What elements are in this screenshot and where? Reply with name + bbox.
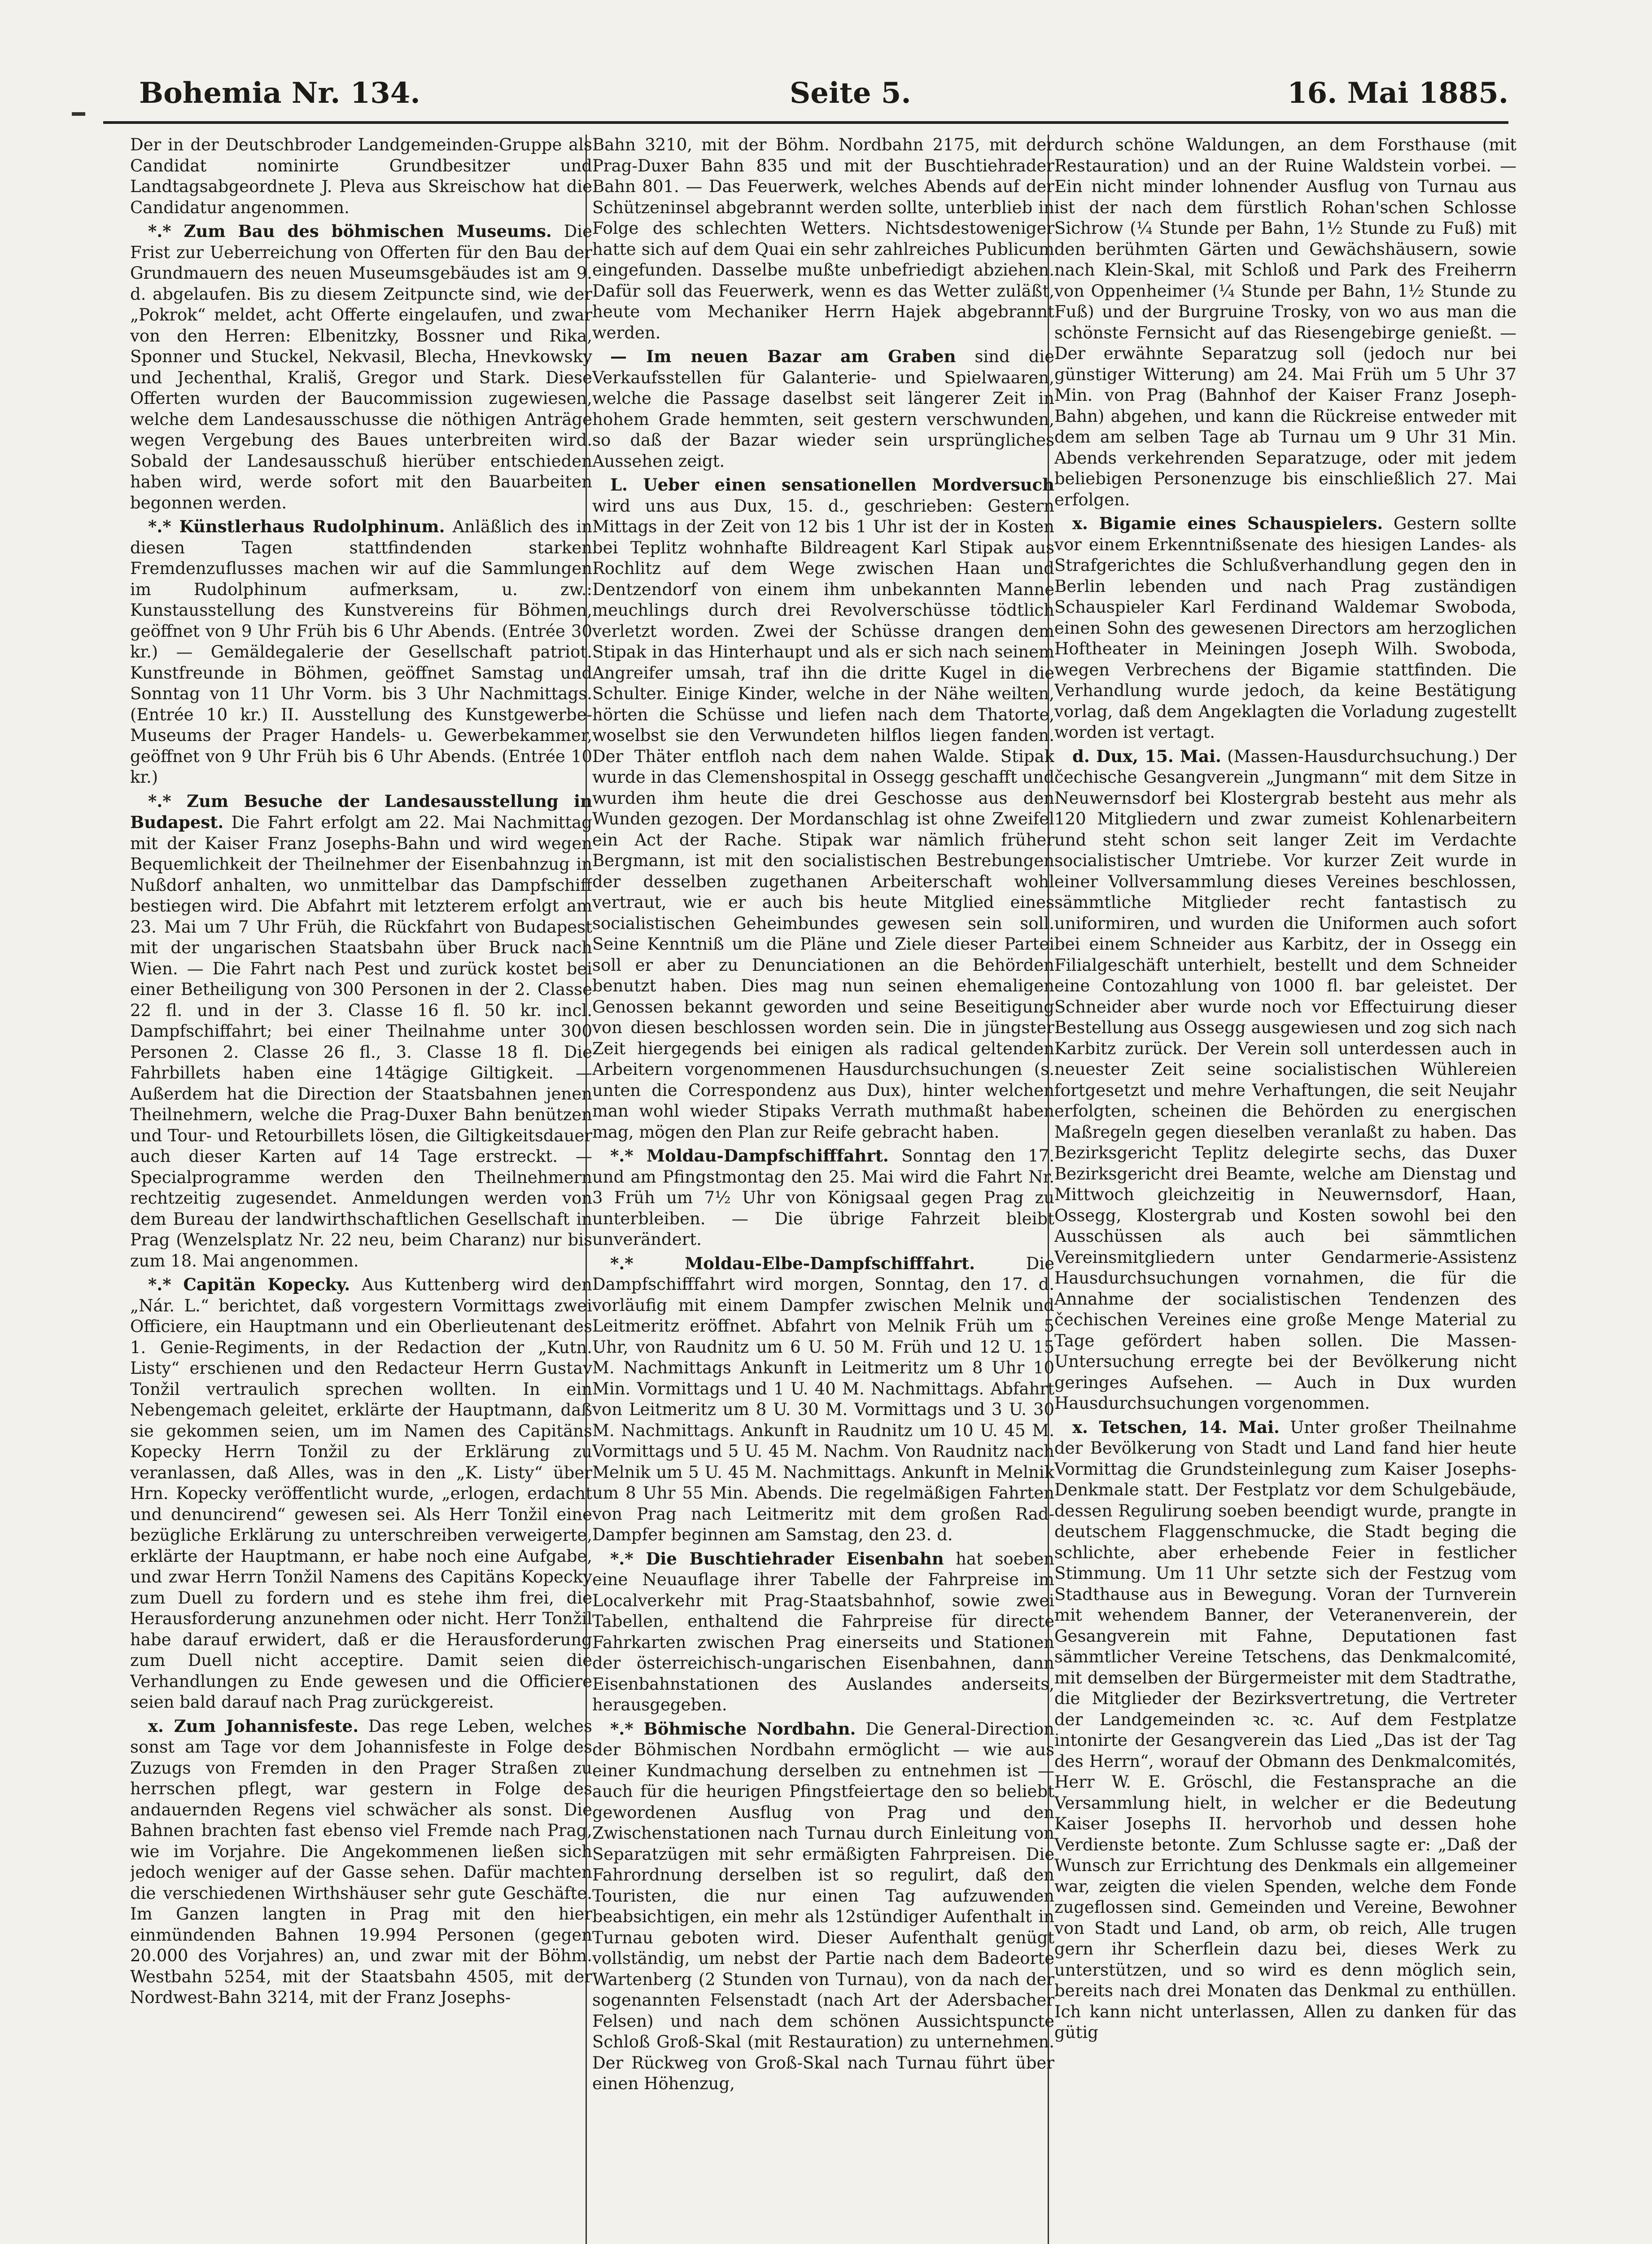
article-text: Unter großer Theilnahme der Bevölkerung von Stadt und Land fand hier heute Vormittag die Grundsteinlegung zum Kaiser Josephs-Denkmale statt. Der Festplatz vor dem Schulgebäude, dessen Regulirung soeben beendigt wurde, prangte in deutschem Flaggenschmucke, die Stadt beging die schlichte, aber erhebende Feier in festlicher Stimmung. Um 11 Uhr setzte sich der Festzug vom Stadthause aus in Bewegung. Voran der Turnverein mit wehendem Banner, der Veteranenverein, der Gesangverein mit Fahne, Deputationen fast sämmtlicher Vereine Tetschens, das Denkmalcomité, mit demselben der Bürgermeister mit dem Stadtrathe, die Mitglieder der Bezirksvertretung, die Vertreter der Landgemeinden ꝛc. ꝛc. Auf dem Festplatze intonirte der Gesangverein das Lied „Das ist der Tag des Herrn“, worauf der Obmann des Denkmalcomités, Herr W. E. Gröschl, die Festansprache an die Versammlung hielt, in welcher er die Bedeutung Kaiser Josephs II. hervorhob und dessen hohe Verdienste betonte. Zum Schlusse sagte er: „Daß der Wunsch zur Errichtung des Denkmals ein allgemeiner war, zeigten die vielen Spenden, welche dem Fonde zugeflossen sind. Gemeinden und Vereine, Bewohner von Stadt und Land, ob arm, ob reich, Alle trugen gern ihr Scherflein dazu bei, dieses Werk zu unterstützen, und so wird es denn möglich sein, bereits nach drei Monaten das Denkmal zu enthüllen. Ich kann nicht unterlassen, Allen zu danken für das gütig: [1054, 1417, 1517, 2042]
article-heading: L. Ueber einen sensationellen Mordversuch: [610, 475, 1054, 495]
article-text: sind die Verkaufsstellen für Galanterie- und Spielwaaren, welche die Passage daselbst seit längerer Zeit in hohem Grade hemmten, seit gestern verschwunden, so daß der Bazar wieder sein ursprüngliches Aussehen zeigt.: [592, 347, 1054, 471]
article-text: Anläßlich des in diesen Tagen stattfindenden starken Fremdenzuflusses machen wir auf die Sammlungen im Rudolphinum aufmerksam, u. zw.: Kunstausstellung des Kunstvereins für Böhmen, geöffnet von 9 Uhr Früh bis 6 Uhr Abends. (Entrée 30 kr.) — Gemäldegalerie der Gesellschaft patriot. Kunstfreunde in Böhmen, geöffnet Samstag und Sonntag von 11 Uhr Vorm. bis 3 Uhr Nachmittags. (Entrée 10 kr.) II. Ausstellung des Kunstgewerbe-Museums der Prager Handels- u. Gewerbekammer, geöffnet von 9 Uhr Früh bis 6 Uhr Abends. (Entrée 10 kr.): [130, 517, 592, 787]
article: [1054, 1417, 1517, 2043]
article-heading: *.* Künstlerhaus Rudolphinum.: [148, 517, 445, 536]
article-heading: *.* Böhmische Nordbahn.: [610, 1718, 856, 1739]
article: [592, 346, 1054, 472]
article-heading: d. Dux, 15. Mai.: [1072, 746, 1221, 766]
header-rule: [103, 121, 1508, 124]
article-text: Die Dampfschifffahrt wird morgen, Sonntag, den 17. d. vorläufig mit einem Dampfer zwischen Melnik und Leitmeritz eröffnet. Abfahrt von Melnik Früh um 5 Uhr, von Raudnitz um 6 U. 50 M. Früh und 12 U. 15 M. Nachmittags Ankunft in Leitmeritz um 8 Uhr 10 Min. Vormittags und 1 U. 40 M. Nachmittags. Abfahrt von Leitmeritz um 8 U. 30 M. Vormittags und 3 U. 30 M. Nachmittags. Ankunft in Raudnitz um 10 U. 45 M. Vormittags und 5 U. 45 M. Nachm. Von Raudnitz nach Melnik um 5 U. 45 M. Nachmittags. Ankunft in Melnik um 8 Uhr 55 Min. Abends. Die regelmäßigen Fahrten von Prag nach Leitmeritz mit dem großen Rad-Dampfer beginnen am Samstag, den 23. d.: [592, 1253, 1054, 1544]
article: [130, 1716, 592, 2008]
article: [1054, 746, 1517, 1414]
article: [592, 1253, 1054, 1546]
masthead-issue: Bohemia Nr. 134.: [139, 76, 420, 110]
article: [130, 221, 592, 513]
article-text: Bahn 3210, mit der Böhm. Nordbahn 2175, mit der Prag-Duxer Bahn 835 und mit der Buschtiehrader Bahn 801. — Das Feuerwerk, welches Abends auf der Schützeninsel abgebrannt werden sollte, unterblieb in Folge des schlechten Wetters. Nichtsdestoweniger hatte sich auf dem Quai ein sehr zahlreiches Publicum eingefunden. Dasselbe mußte unbefriedigt abziehen. Dafür soll das Feuerwerk, wenn es das Wetter zuläßt, heute vom Mechaniker Herrn Hajek abgebrannt werden.: [592, 135, 1054, 342]
article: [592, 135, 1054, 343]
issue-date: 16. Mai 1885.: [1287, 76, 1508, 110]
article-heading: x. Bigamie eines Schauspielers.: [1072, 513, 1383, 533]
article-text: Gestern sollte vor einem Erkenntnißsenate des hiesigen Landes- als Strafgerichtes die Schlußverhandlung gegen den in Berlin lebenden und nach Prag zuständigen Schauspieler Karl Ferdinand Waldemar Swoboda, einen Sohn des gewesenen Directors am herzoglichen Hoftheater in Meiningen Joseph Wilh. Swoboda, wegen Verbrechens der Bigamie stattfinden. Die Verhandlung wurde jedoch, da keine Bestätigung vorlag, daß dem Angeklagten die Vorladung zugestellt worden ist vertagt.: [1054, 514, 1517, 742]
column-3: [1054, 135, 1517, 2244]
article-heading: *.* Zum Besuche der Landesausstellung in Budapest.: [130, 791, 592, 832]
article: [130, 1274, 592, 1713]
article: [592, 1718, 1054, 2095]
article-heading: *.* Moldau-Dampfschifffahrt.: [610, 1146, 889, 1166]
article-text: Die Fahrt erfolgt am 22. Mai Nachmittag mit der Kaiser Franz Josephs-Bahn und wird wegen Bequemlichkeit der Theilnehmer der Eisenbahnzug in Nußdorf anhalten, wo unmittelbar das Dampfschiff bestiegen wird. Die Abfahrt mit letzterem erfolgt am 23. Mai um 7 Uhr Früh, die Rückfahrt von Budapest mit der ungarischen Staatsbahn über Bruck nach Wien. — Die Fahrt nach Pest und zurück kostet bei einer Betheiligung von 300 Personen in der 2. Classe 22 fl. und in der 3. Classe 16 fl. 50 kr. incl. Dampfschiffahrt; bei einer Theilnahme unter 300 Personen 2. Classe 26 fl., 3. Classe 18 fl. Die Fahrbillets haben eine 14tägige Giltigkeit. — Außerdem hat die Direction der Staatsbahnen jenen Theilnehmern, welche die Prag-Duxer Bahn benützen und Tour- und Retourbillets lösen, die Giltigkeitsdauer auch dieser Karten auf 14 Tage erstreckt. — Specialprogramme werden den Theilnehmern rechtzeitig zugesendet. Anmeldungen werden von dem Bureau der landwirthschaftlichen Gesellschaft in Prag (Wenzelsplatz Nr. 22 neu, beim Charanz) nur bis zum 18. Mai angenommen.: [130, 813, 592, 1271]
article-heading: *.* Die Buschtiehrader Eisenbahn: [610, 1548, 944, 1569]
article: [130, 135, 592, 218]
article: [1054, 135, 1517, 510]
article: [130, 791, 592, 1272]
article: [592, 1145, 1054, 1250]
column-1: [130, 135, 592, 2244]
column-2: [592, 135, 1054, 2244]
article-text: (Massen-Hausdurchsuchung.) Der čechische Gesangverein „Jungmann“ mit dem Sitze in Neuwernsdorf bei Klostergrab besteht aus mehr als 120 Mitgliedern und zwar zumeist Kohlenarbeitern und steht schon seit langer Zeit im Verdachte socialistischer Umtriebe. Vor kurzer Zeit wurde in einer Vollversammlung dieses Vereines beschlossen, sämmtliche Mitglieder recht fantastisch zu uniformiren, und wurden die Uniformen auch sofort bei einem Schneider aus Karbitz, der in Ossegg ein Filialgeschäft unterhielt, bestellt und dem Schneider eine Contozahlung von 1000 fl. bar geleistet. Der Schneider aber wurde noch vor Effectuirung dieser Bestellung aus Ossegg ausgewiesen und zog sich nach Karbitz zurück. Der Verein soll unterdessen auch in neuester Zeit seine socialistischen Wühlereien fortgesetzt und mehre Verhaftungen, die seit Neujahr erfolgten, scheinen die Behörden zu energischen Maßregeln gegen dieselben veranlaßt zu haben. Das Bezirksgericht Teplitz delegirte sechs, das Duxer Bezirksgericht drei Beamte, welche am Dienstag und Mittwoch gleichzeitig in Neuwernsdorf, Haan, Ossegg, Klostergrab und Kosten sowohl bei den Ausschüssen als auch bei sämmtlichen Vereinsmitgliedern unter Gendarmerie-Assistenz Hausdurchsuchungen vornahmen, die für die Annahme der socialistischen Tendenzen des čechischen Vereines eine große Menge Material zu Tage gefördert haben sollen. Die Massen-Untersuchung erregte bei der Bevölkerung nicht geringes Aufsehen. — Auch in Dux wurden Hausdurchsuchungen vorgenommen.: [1054, 746, 1517, 1413]
article-text: Die Frist zur Ueberreichung von Offerten für den Bau der Grundmauern des neuen Museumsgebäudes ist am 9. d. abgelaufen. Bis zu diesem Zeitpuncte sind, wie der „Pokrok“ meldet, acht Offerte eingelaufen, und zwar von den Herren: Elbenitzky, Bossner und Rika, Sponner und Stuckel, Nekvasil, Blecha, Hnevkowsky und Jechenthal, Krališ, Gregor und Stark. Diese Offerten wurden der Baucommission zugewiesen, welche dem Landesausschusse die nöthigen Anträge wegen Vergebung des Baues unterbreiten wird. Sobald der Landesausschuß hierüber entschieden haben wird, werde sofort mit den Bauarbeiten begonnen werden.: [130, 222, 592, 513]
article-text: Die General-Direction der Böhmischen Nordbahn ermöglicht — wie aus einer Kundmachung derselben zu entnehmen ist — auch für die heurigen Pfingstfeiertage den so beliebt gewordenen Ausflug von Prag und den Zwischenstationen nach Turnau durch Einleitung von Separatzügen mit sehr ermäßigten Fahrpreisen. Die Fahrordnung derselben ist so regulirt, daß den Touristen, die nur einen Tag aufzuwenden beabsichtigen, ein mehr als 12stündiger Aufenthalt in Turnau geboten wird. Dieser Aufenthalt genügt vollständig, um nebst der Partie nach dem Badeorte Wartenberg (2 Stunden von Turnau), von da nach der sogenannten Felsenstadt (nach Art der Adersbacher Felsen) und nach dem schönen Aussichtspuncte Schloß Groß-Skal (mit Restauration) zu unternehmen. Der Rückweg von Groß-Skal nach Turnau führt über einen Höhenzug,: [592, 1719, 1054, 2093]
article-text: Sonntag den 17. und am Pfingstmontag den 25. Mai wird die Fahrt Nr. 3 Früh um 7½ Uhr von Königsaal gegen Prag zu unterbleiben. — Die übrige Fahrzeit bleibt unverändert.: [592, 1146, 1054, 1249]
article-text: Der in der Deutschbroder Landgemeinden-Gruppe als Candidat nominirte Grundbesitzer und Landtagsabgeordnete J. Pleva aus Skreischow hat die Candidatur angenommen.: [130, 135, 592, 217]
article-heading: *.* Moldau-Elbe-Dampfschifffahrt.: [610, 1253, 975, 1273]
margin-mark: [72, 112, 85, 116]
article: [592, 1548, 1054, 1716]
article: [1054, 513, 1517, 743]
article-text: wird uns aus Dux, 15. d., geschrieben: Gestern Mittags in der Zeit von 12 bis 1 Uhr ist der in Kosten bei Teplitz wohnhafte Bildreagent Karl Stipak aus Rochlitz auf dem Wege zwischen Haan und Dentzendorf von einem ihm unbekannten Manne meuchlings durch drei Revolverschüsse tödtlich verletzt worden. Zwei der Schüsse drangen dem Stipak in das Hinterhaupt und als er sich nach seinem Angreifer umsah, traf ihn die dritte Kugel in die Schulter. Einige Kinder, welche in der Nähe weilten, hörten die Schüsse und liefen nach dem Thatorte, woselbst sie den Verwundeten hilflos liegen fanden. Der Thäter entfloh nach dem nahen Walde. Stipak wurde in das Clemenshospital in Ossegg geschafft und wurden ihm heute die drei Geschosse aus den Wunden gezogen. Der Mordanschlag ist ohne Zweifel ein Act der Rache. Stipak war nämlich früher Bergmann, ist mit den socialistischen Bestrebungen der desselben zugethanen Arbeiterschaft wohl vertraut, wie er auch bis heute Mitglied eines socialistischen Geheimbundes gewesen sein soll. Seine Kenntniß um die Pläne und Ziele dieser Partei soll er aber zu Denunciationen an die Behörden benutzt haben. Dies mag nun seinen ehemaligen Genossen bekannt geworden und seine Beseitigung von diesen beschlossen worden sein. Die in jüngster Zeit hiergegends bei einigen als radical geltenden Arbeitern vorgenommenen Hausdurchsuchungen (s. unten die Correspondenz aus Dux), hinter welchen man wohl wieder Stipaks Verrath muthmaßt haben mag, mögen den Plan zur Reife gebracht haben.: [592, 496, 1054, 1142]
page-number: Seite 5.: [790, 76, 911, 110]
article-text: hat soeben eine Neuauflage ihrer Tabelle der Fahrpreise im Localverkehr mit Prag-Staatsbahnhof, sowie zwei Tabellen, enthaltend die Fahrpreise für directe Fahrkarten zwischen Prag einerseits und Stationen der österreichisch-ungarischen Eisenbahnen, dann Eisenbahnstationen des Auslandes anderseits, herausgegeben.: [592, 1549, 1054, 1714]
article-heading: *.* Capitän Kopecky.: [148, 1275, 350, 1294]
page-header: [108, 67, 1508, 117]
article-heading: *.* Zum Bau des böhmischen Museums.: [148, 221, 552, 241]
article: [130, 516, 592, 788]
article-heading: x. Tetschen, 14. Mai.: [1072, 1417, 1280, 1437]
article-text: durch schöne Waldungen, an dem Forsthause (mit Restauration) und an der Ruine Waldstein vorbei. — Ein nicht minder lohnender Ausflug von Turnau aus ist der nach dem fürstlich Rohan'schen Schlosse Sichrow (¼ Stunde per Bahn, 1½ Stunde zu Fuß) mit den berühmten Gärten und Gewächshäusern, sowie nach Klein-Skal, mit Schloß und Park des Freiherrn von Oppenheimer (¼ Stunde per Bahn, 1½ Stunde zu Fuß) und der Burgruine Trosky, von wo aus man die schönste Fernsicht auf das Riesengebirge genießt. — Der erwähnte Separatzug soll (jedoch nur bei günstiger Witterung) am 24. Mai Früh um 5 Uhr 37 Min. von Prag (Bahnhof der Kaiser Franz Joseph-Bahn) abgehen, und kann die Rückreise entweder mit dem am selben Tage ab Turnau um 9 Uhr 31 Min. Abends verkehrenden Separatzuge, oder mit jedem beliebigen Personenzuge bis einschließlich 27. Mai erfolgen.: [1054, 135, 1517, 509]
article-heading: — Im neuen Bazar am Graben: [610, 346, 956, 366]
article: [592, 474, 1054, 1143]
article-text: Aus Kuttenberg wird den „Nár. L.“ berichtet, daß vorgestern Vormittags zwei Officiere, ein Hauptmann und ein Oberlieutenant des 1. Genie-Regiments, in der Redaction der „Kutn. Listy“ erschienen und den Redacteur Herrn Gustav Tonžil vertraulich sprechen wollten. In ein Nebengemach geleitet, erklärte der Hauptmann, daß sie gekommen seien, um im Namen des Capitäns Kopecky Herrn Tonžil zu der Erklärung zu veranlassen, daß Alles, was in den „K. Listy“ über Hrn. Kopecky veröffentlicht wurde, „erlogen, erdacht und denuncirend“ gewesen sei. Als Herr Tonžil eine bezügliche Erklärung zu unterschreiben verweigerte, erklärte der Hauptmann, er habe noch eine Aufgabe, und zwar Herrn Tonžil Namens des Capitäns Kopecky zum Duell zu fordern und es stehe ihm frei, die Herausforderung anzunehmen oder nicht. Herr Tonžil habe darauf erwidert, daß er die Herausforderung zum Duell nicht acceptire. Damit seien die Verhandlungen zu Ende gewesen und die Officiere seien bald darauf nach Prag zurückgereist.: [130, 1275, 592, 1712]
article-text: Das rege Leben, welches sonst am Tage vor dem Johannisfeste in Folge des Zuzugs von Fremden in den Prager Straßen zu herrschen pflegt, war gestern in Folge des andauernden Regens viel schwächer als sonst. Die Bahnen brachten fast ebenso viel Fremde nach Prag, wie im Vorjahre. Die Angekommenen ließen sich jedoch weniger auf der Gasse sehen. Dafür machten die verschiedenen Wirthshäuser sehr gute Geschäfte. Im Ganzen langten in Prag mit den hier einmündenden Bahnen 19.994 Personen (gegen 20.000 des Vorjahres) an, und zwar mit der Böhm. Westbahn 5254, mit der Staatsbahn 4505, mit der Nordwest-Bahn 3214, mit der Franz Josephs-: [130, 1716, 592, 2007]
article-heading: x. Zum Johannisfeste.: [148, 1716, 359, 1736]
